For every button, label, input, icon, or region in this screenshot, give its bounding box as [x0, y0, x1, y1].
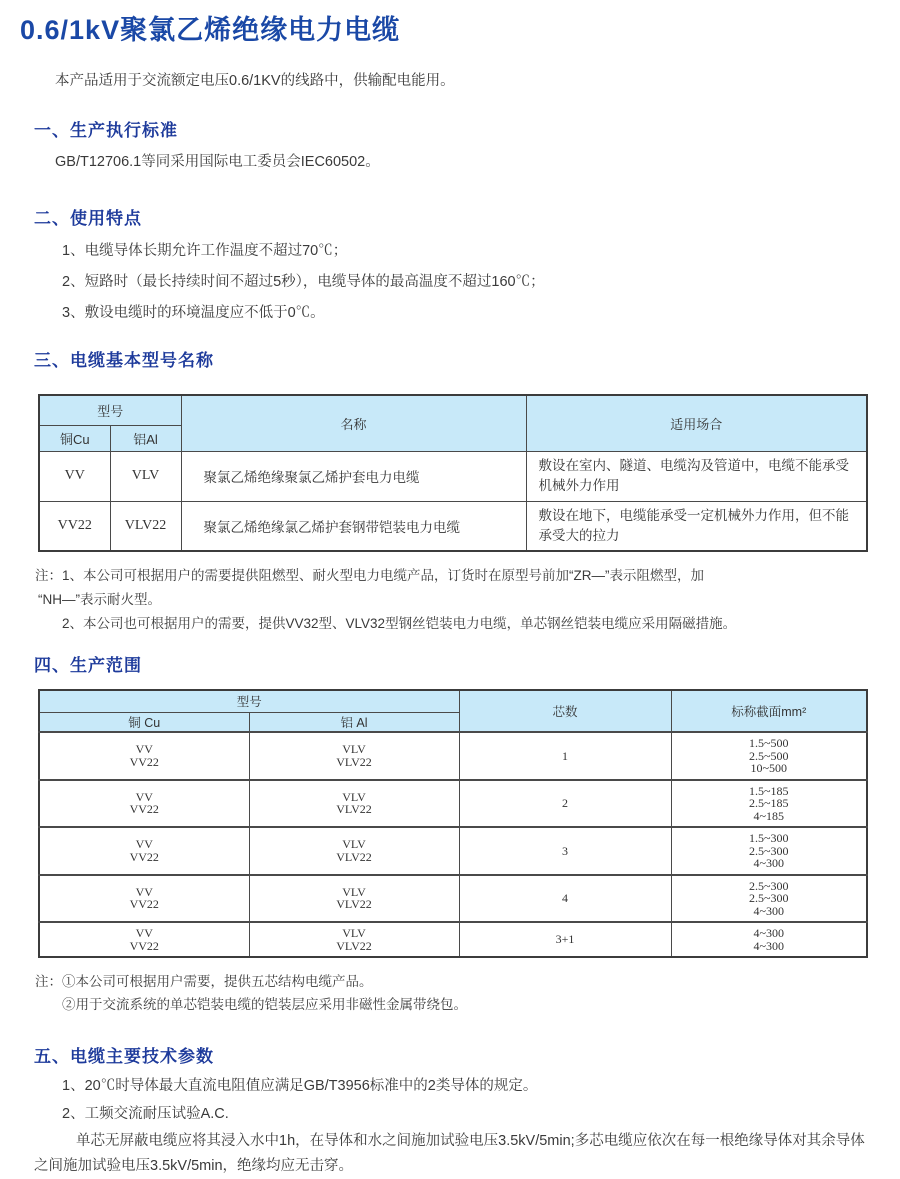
cell-cores: 2 — [459, 780, 671, 828]
cell-cu-models: VV VV22 — [39, 780, 249, 828]
cell-application: 敷设在室内、隧道、电缆沟及管道中，电缆不能承受机械外力作用 — [526, 451, 867, 501]
note-line: “NH—”表示耐火型。 — [38, 592, 161, 607]
cell-cores: 3+1 — [459, 922, 671, 957]
cell-al-models: VLV VLV22 — [249, 875, 459, 923]
section-heading-production-range: 四、生产范围 — [34, 656, 142, 675]
header-model: 型号 — [39, 395, 181, 425]
cell-cores: 1 — [459, 732, 671, 780]
note-line: 2、本公司也可根据用户的需要，提供VV32型、VLV32型钢丝铠装电力电缆，单芯钢丝铠装电缆应采用隔磁措施。 — [62, 616, 737, 631]
model-names-table-header — [39, 395, 867, 451]
cell-al-models: VLV VLV22 — [249, 732, 459, 780]
production-table-notes — [0, 970, 900, 1016]
table-row — [39, 451, 867, 501]
section-heading-technical-parameters: 五、电缆主要技术参数 — [34, 1047, 214, 1066]
cell-cu-models: VV VV22 — [39, 827, 249, 875]
production-range-table-header — [39, 690, 867, 732]
cell-sections: 4~300 4~300 — [671, 922, 867, 957]
table-row — [39, 827, 867, 875]
section-heading-model-names: 三、电缆基本型号名称 — [34, 351, 214, 370]
cell-sections: 1.5~185 2.5~185 4~185 — [671, 780, 867, 828]
production-range-table — [38, 689, 868, 958]
section-heading-standards: 一、生产执行标准 — [34, 121, 178, 140]
header-aluminum: 铝Al — [110, 425, 181, 451]
tech-item: 2、工频交流耐压试验A.C. — [62, 1106, 229, 1122]
header-copper: 铜Cu — [39, 425, 110, 451]
header-aluminum: 铝 Al — [249, 712, 459, 732]
cell-cores: 4 — [459, 875, 671, 923]
note-line: 注：①本公司可根据用户需要，提供五芯结构电缆产品。 — [35, 974, 373, 989]
table-row — [39, 780, 867, 828]
header-section-area: 标称截面mm² — [671, 690, 867, 732]
section-heading-features: 二、使用特点 — [34, 209, 142, 228]
table-row — [39, 875, 867, 923]
feature-item: 1、电缆导体长期允许工作温度不超过70℃； — [62, 243, 348, 259]
cell-al-models: VLV VLV22 — [249, 780, 459, 828]
cell-cable-name: 聚氯乙烯绝缘氯乙烯护套钢带铠装电力电缆 — [181, 501, 526, 551]
tech-item: 1、20℃时导体最大直流电阻值应满足GB/T3956标准中的2类导体的规定。 — [62, 1078, 538, 1094]
intro-paragraph: 本产品适用于交流额定电压0.6/1KV的线路中，供输配电能用。 — [55, 73, 455, 89]
cell-sections: 2.5~300 2.5~300 4~300 — [671, 875, 867, 923]
table-row — [39, 922, 867, 957]
cell-cores: 3 — [459, 827, 671, 875]
note-line: 注：1、本公司可根据用户的需要提供阻燃型、耐火型电力电缆产品，订货时在原型号前加“ZR—”表示阻燃型，加 — [35, 568, 704, 583]
cell-application: 敷设在地下，电缆能承受一定机械外力作用，但不能承受大的拉力 — [526, 501, 867, 551]
cell-cable-name: 聚氯乙烯绝缘聚氯乙烯护套电力电缆 — [181, 451, 526, 501]
cell-sections: 1.5~300 2.5~300 4~300 — [671, 827, 867, 875]
standards-body: GB/T12706.1等同采用国际电工委员会IEC60502。 — [55, 154, 380, 170]
cell-cu-models: VV VV22 — [39, 732, 249, 780]
cell-sections: 1.5~500 2.5~500 10~500 — [671, 732, 867, 780]
cell-cu-models: VV VV22 — [39, 922, 249, 957]
page-title: 0.6/1kV聚氯乙烯绝缘电力电缆 — [20, 15, 401, 45]
model-names-table — [38, 394, 868, 552]
table-row — [39, 501, 867, 551]
header-name: 名称 — [181, 395, 526, 451]
model-table-notes — [0, 564, 900, 636]
cell-al-models: VLV VLV22 — [249, 827, 459, 875]
cell-al-model: VLV22 — [110, 501, 181, 551]
table-row — [39, 732, 867, 780]
cell-cu-model: VV22 — [39, 501, 110, 551]
header-copper: 铜 Cu — [39, 712, 249, 732]
header-cores: 芯数 — [459, 690, 671, 732]
feature-item: 3、敷设电缆时的环境温度应不低于0℃。 — [62, 305, 325, 321]
cell-cu-model: VV — [39, 451, 110, 501]
cell-al-models: VLV VLV22 — [249, 922, 459, 957]
header-model: 型号 — [39, 690, 459, 712]
note-line: ②用于交流系统的单芯铠装电缆的铠装层应采用非磁性金属带绕包。 — [62, 997, 467, 1012]
feature-item: 2、短路时（最长持续时间不超过5秒），电缆导体的最高温度不超过160℃； — [62, 274, 545, 290]
tech-paragraph: 单芯无屏蔽电缆应将其浸入水中1h，在导体和水之间施加试验电压3.5kV/5min;多芯电缆应依次在每一根绝缘导体对其余导体之间施加试验电压3.5kV/5min，绝缘均应无击穿。 — [34, 1133, 865, 1174]
header-application: 适用场合 — [526, 395, 867, 451]
cell-al-model: VLV — [110, 451, 181, 501]
cell-cu-models: VV VV22 — [39, 875, 249, 923]
